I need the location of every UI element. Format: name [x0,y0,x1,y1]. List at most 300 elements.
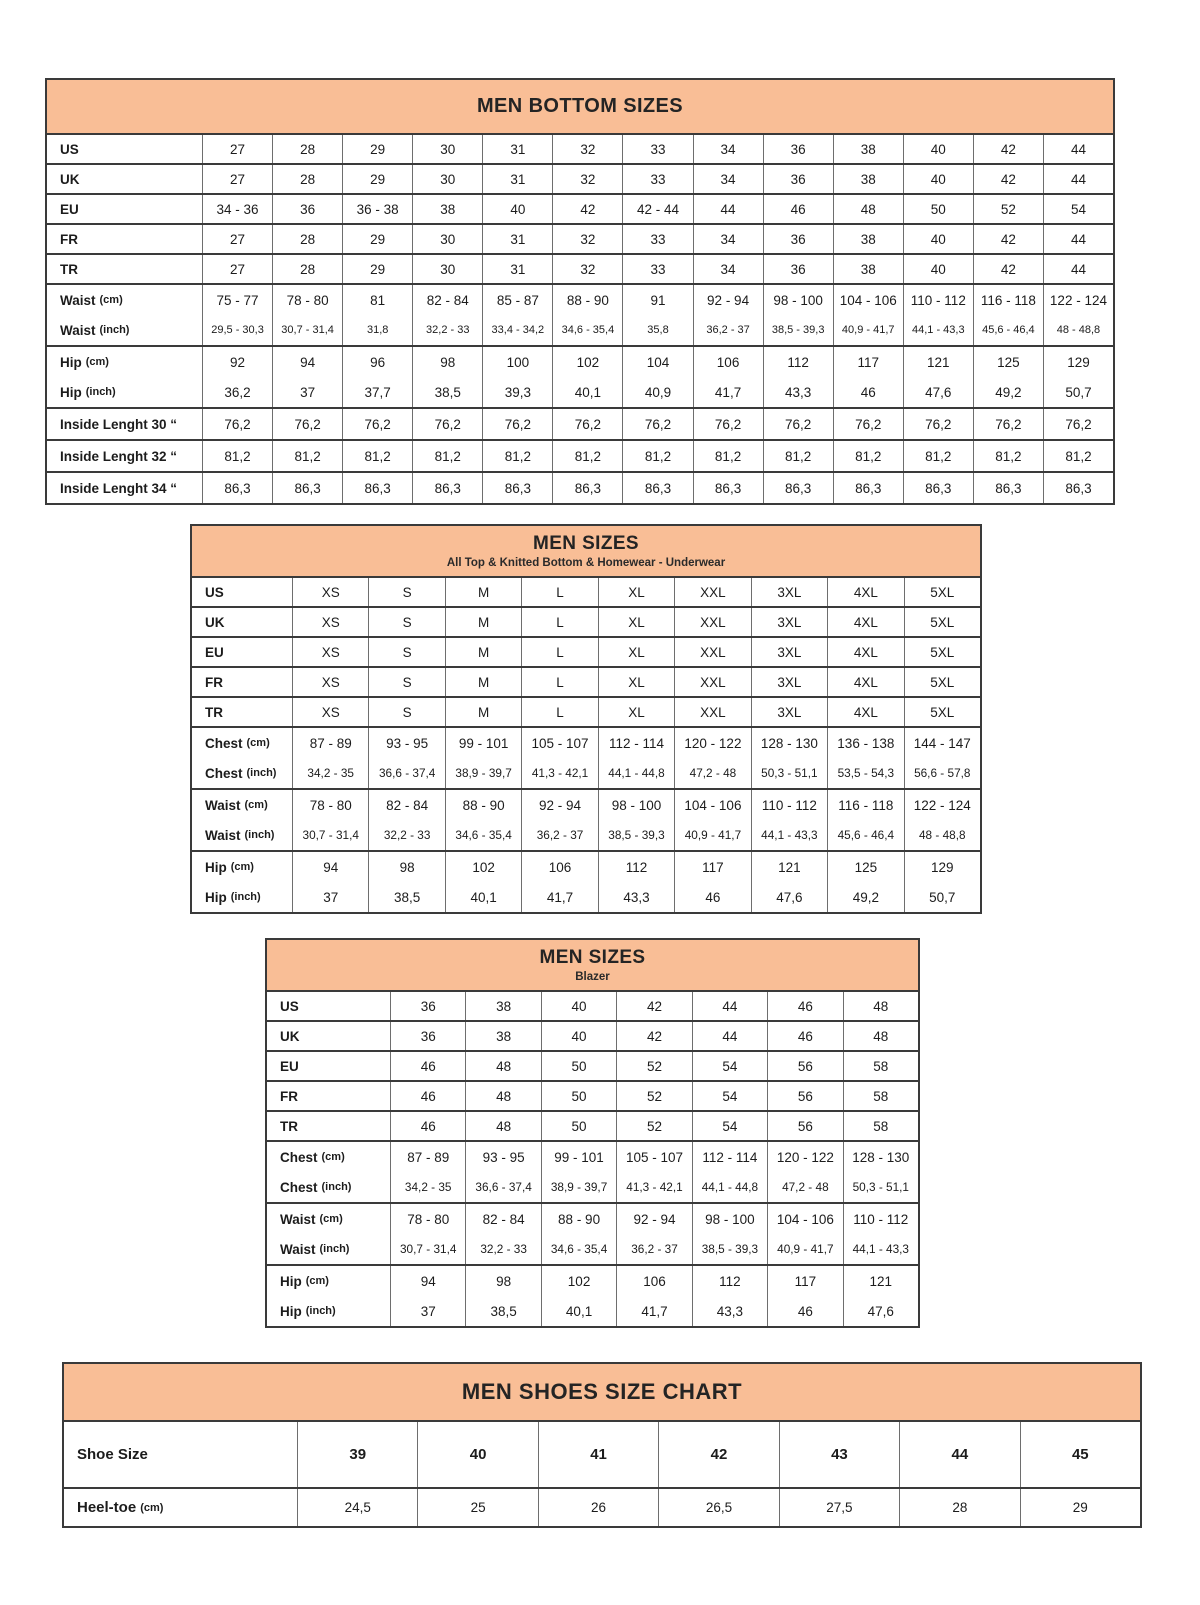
row-label [192,698,292,726]
men-shoes-size-chart-table [62,1362,1142,1528]
row-label [192,638,292,666]
cell: 29 [342,225,412,253]
cell: 58 [843,1052,918,1080]
cell: 37,7 [342,377,412,407]
cell: 36 [763,135,833,163]
cell: 50 [541,1082,616,1110]
cell: 38 [833,165,903,193]
row-label-unit: (cm) [319,1213,343,1225]
cell: 41,7 [693,377,763,407]
cell: 27 [202,165,272,193]
row-label-text: FR [60,231,78,247]
cell: 86,3 [412,473,482,503]
cell: 27 [202,135,272,163]
row-label-text: Heel-toe [77,1499,137,1516]
row-group [47,253,1113,283]
cell: 50,7 [904,882,980,912]
table-subtitle: All Top & Knitted Bottom & Homewear - Underwear [446,557,726,569]
row-label [267,1082,390,1110]
cell: 47,6 [843,1296,918,1326]
cell: 43,3 [763,377,833,407]
row-label-unit: (inch) [319,1243,350,1255]
cell: 40,9 [622,377,692,407]
cell: L [521,698,597,726]
row-label-text: Hip [205,859,227,875]
cell: 40 [482,195,552,223]
cell: 94 [292,852,368,882]
cell: 86,3 [342,473,412,503]
cell: 46 [763,195,833,223]
cell: 82 - 84 [412,285,482,315]
cell: 29 [342,255,412,283]
cell: 52 [616,1082,691,1110]
table-row [192,578,980,606]
cell: 50 [903,195,973,223]
table-header [192,526,980,578]
cell: 44 [1043,225,1113,253]
cell: XL [598,698,674,726]
cell: 34,2 - 35 [390,1172,465,1202]
row-group [192,578,980,606]
table-row [47,377,1113,407]
cell: 122 - 124 [904,790,980,820]
cell: 39 [297,1422,417,1487]
cell: 28 [272,165,342,193]
row-label-text: TR [60,261,78,277]
cell: 38 [833,225,903,253]
cell: 52 [973,195,1043,223]
cell: 92 [202,347,272,377]
row-label [47,441,202,471]
row-label [267,1204,390,1234]
cell: 38 [465,1022,540,1050]
cell: 44 [899,1422,1019,1487]
cell: 36,2 [202,377,272,407]
row-group [192,788,980,850]
table-header [47,80,1113,135]
cell: 76,2 [552,409,622,439]
cell: 32 [552,255,622,283]
cell: 34,6 - 35,4 [552,315,622,345]
row-label-unit: (cm) [246,737,270,749]
cell: 112 [692,1266,767,1296]
cell: 29 [342,165,412,193]
cell: 54 [692,1112,767,1140]
table-row [192,698,980,726]
cell: 44 [1043,165,1113,193]
cell: 3XL [751,668,827,696]
cell: 86,3 [973,473,1043,503]
cell: 48 [843,992,918,1020]
cell: 4XL [827,668,903,696]
cell: 48 [465,1112,540,1140]
row-label-text: Inside Lenght 34 “ [60,480,178,496]
row-label-text: Chest [205,735,243,751]
row-group [192,696,980,726]
cell: 47,2 - 48 [674,758,750,788]
cell: 30,7 - 31,4 [390,1234,465,1264]
cell: 106 [521,852,597,882]
men-bottom-sizes-table [45,78,1115,505]
cell: 81,2 [342,441,412,471]
cell: 93 - 95 [465,1142,540,1172]
cell: 76,2 [833,409,903,439]
table-row [192,638,980,666]
cell: 30,7 - 31,4 [272,315,342,345]
cell: 98 [368,852,444,882]
row-label [192,820,292,850]
cell: 35,8 [622,315,692,345]
cell: 42 [552,195,622,223]
cell: 82 - 84 [368,790,444,820]
table-row [267,1022,918,1050]
table-row [47,165,1113,193]
cell: 48 - 48,8 [904,820,980,850]
cell: 30,7 - 31,4 [292,820,368,850]
cell: 117 [833,347,903,377]
cell: 53,5 - 54,3 [827,758,903,788]
cell: 81 [342,285,412,315]
cell: 38 [412,195,482,223]
cell: 34 [693,165,763,193]
row-group [267,992,918,1020]
table-header [267,940,918,992]
cell: XXL [674,698,750,726]
cell: 33 [622,165,692,193]
row-group [267,1050,918,1080]
cell: 48 - 48,8 [1043,315,1113,345]
cell: 78 - 80 [272,285,342,315]
cell: 27 [202,225,272,253]
cell: XS [292,668,368,696]
row-label [64,1489,297,1526]
men-sizes-tops-table [190,524,982,914]
row-group [47,135,1113,163]
cell: 100 [482,347,552,377]
cell: 50,7 [1043,377,1113,407]
cell: L [521,578,597,606]
row-label [192,790,292,820]
table-row [47,409,1113,439]
cell: 54 [1043,195,1113,223]
cell: 36 [763,225,833,253]
cell: 44 [1043,255,1113,283]
cell: 39,3 [482,377,552,407]
cell: 49,2 [827,882,903,912]
cell: 48 [843,1022,918,1050]
cell: 136 - 138 [827,728,903,758]
row-group [192,636,980,666]
cell: 121 [751,852,827,882]
row-group [267,1140,918,1202]
cell: 81,2 [482,441,552,471]
cell: M [445,638,521,666]
table-row [47,473,1113,503]
cell: 41 [538,1422,658,1487]
row-label-text: TR [280,1118,298,1134]
cell: S [368,578,444,606]
cell: 33 [622,135,692,163]
cell: 78 - 80 [390,1204,465,1234]
row-label [192,608,292,636]
cell: 42 [973,165,1043,193]
cell: 91 [622,285,692,315]
cell: 82 - 84 [465,1204,540,1234]
row-label [64,1422,297,1487]
cell: 46 [390,1112,465,1140]
row-label-text: Waist [60,292,96,308]
cell: 44 [1043,135,1113,163]
cell: 5XL [904,698,980,726]
cell: 76,2 [1043,409,1113,439]
cell: 46 [390,1082,465,1110]
row-label-text: UK [205,614,225,630]
cell: 41,3 - 42,1 [616,1172,691,1202]
cell: 96 [342,347,412,377]
table-row [47,285,1113,315]
table-header [64,1364,1140,1422]
cell: 112 [598,852,674,882]
cell: 76,2 [342,409,412,439]
cell: 88 - 90 [541,1204,616,1234]
cell: 86,3 [482,473,552,503]
cell: XS [292,578,368,606]
cell: 99 - 101 [445,728,521,758]
cell: 47,2 - 48 [767,1172,842,1202]
table-row [267,1296,918,1326]
cell: 104 - 106 [674,790,750,820]
row-label-text: US [205,584,224,600]
cell: 38,5 [412,377,482,407]
cell: 24,5 [297,1489,417,1526]
cell: 44,1 - 44,8 [692,1172,767,1202]
row-group [47,223,1113,253]
cell: 40,1 [445,882,521,912]
row-group [267,1080,918,1110]
cell: 36,6 - 37,4 [465,1172,540,1202]
cell: 32 [552,165,622,193]
table-row [64,1489,1140,1526]
cell: 40 [903,135,973,163]
cell: 104 - 106 [833,285,903,315]
cell: 93 - 95 [368,728,444,758]
row-label-text: EU [60,201,79,217]
row-label-unit: (cm) [321,1151,345,1163]
cell: 40 [903,225,973,253]
cell: 76,2 [482,409,552,439]
cell: 36,2 - 37 [693,315,763,345]
row-group [47,283,1113,345]
cell: 112 [763,347,833,377]
cell: 81,2 [272,441,342,471]
table-row [267,992,918,1020]
cell: 45,6 - 46,4 [827,820,903,850]
row-label-text: FR [205,674,223,690]
cell: 81,2 [622,441,692,471]
cell: 92 - 94 [521,790,597,820]
table-body [192,578,980,912]
cell: 125 [827,852,903,882]
cell: 47,6 [903,377,973,407]
cell: 46 [767,1022,842,1050]
table-row [267,1172,918,1202]
cell: 86,3 [272,473,342,503]
cell: 28 [899,1489,1019,1526]
cell: 144 - 147 [904,728,980,758]
cell: 117 [674,852,750,882]
table-row [64,1422,1140,1487]
cell: 112 - 114 [598,728,674,758]
cell: 31 [482,165,552,193]
cell: 31 [482,225,552,253]
cell: 102 [445,852,521,882]
row-group [192,606,980,636]
row-label [192,852,292,882]
row-label [47,409,202,439]
cell: 42 - 44 [622,195,692,223]
cell: M [445,608,521,636]
row-label-unit: (cm) [305,1275,329,1287]
cell: 34,6 - 35,4 [541,1234,616,1264]
cell: 76,2 [272,409,342,439]
cell: 38,5 - 39,3 [692,1234,767,1264]
cell: 37 [272,377,342,407]
row-label-text: Hip [60,354,82,370]
cell: 36,2 - 37 [521,820,597,850]
table-row [192,608,980,636]
row-label [267,1172,390,1202]
cell: 106 [616,1266,691,1296]
cell: 76,2 [763,409,833,439]
table-row [192,852,980,882]
row-label-text: Hip [60,384,82,400]
cell: 85 - 87 [482,285,552,315]
cell: 116 - 118 [827,790,903,820]
cell: M [445,668,521,696]
cell: 41,7 [616,1296,691,1326]
cell: 44 [692,1022,767,1050]
cell: 121 [903,347,973,377]
row-label-unit: (inch) [230,891,261,903]
cell: 40 [417,1422,537,1487]
cell: 54 [692,1082,767,1110]
table-row [47,135,1113,163]
cell: 117 [767,1266,842,1296]
row-label-text: FR [280,1088,298,1104]
cell: 38,5 [465,1296,540,1326]
cell: S [368,638,444,666]
row-label [267,1234,390,1264]
cell: 81,2 [833,441,903,471]
cell: 76,2 [202,409,272,439]
cell: 44 [692,992,767,1020]
cell: 125 [973,347,1043,377]
cell: 104 - 106 [767,1204,842,1234]
cell: 36 [390,1022,465,1050]
cell: 3XL [751,638,827,666]
cell: 38 [833,135,903,163]
cell: 40 [541,1022,616,1050]
cell: 104 [622,347,692,377]
cell: 94 [272,347,342,377]
cell: 29 [1020,1489,1140,1526]
table-row [267,1112,918,1140]
cell: 121 [843,1266,918,1296]
cell: 27 [202,255,272,283]
cell: 34,6 - 35,4 [445,820,521,850]
row-label-text: Waist [205,797,241,813]
cell: XXL [674,638,750,666]
row-label-text: UK [280,1028,300,1044]
table-row [47,347,1113,377]
men-sizes-blazer-table [265,938,920,1328]
row-label-text: Hip [205,889,227,905]
cell: 33 [622,225,692,253]
row-group [47,163,1113,193]
cell: S [368,698,444,726]
cell: L [521,668,597,696]
table-row [192,790,980,820]
row-label-text: Hip [280,1273,302,1289]
row-label [47,315,202,345]
cell: 76,2 [693,409,763,439]
cell: 4XL [827,608,903,636]
row-label [192,728,292,758]
row-label-text: US [280,998,299,1014]
cell: 92 - 94 [616,1204,691,1234]
row-group [267,1202,918,1264]
cell: L [521,638,597,666]
row-label-unit: (cm) [140,1501,164,1514]
cell: 86,3 [552,473,622,503]
row-label-text: Hip [280,1303,302,1319]
cell: 56 [767,1052,842,1080]
table-row [267,1082,918,1110]
row-label-text: EU [280,1058,299,1074]
cell: 110 - 112 [903,285,973,315]
cell: 106 [693,347,763,377]
table-row [267,1266,918,1296]
row-group [47,439,1113,471]
cell: 42 [973,255,1043,283]
cell: 92 - 94 [693,285,763,315]
row-label-unit: (inch) [321,1181,352,1193]
cell: XL [598,638,674,666]
cell: 31 [482,255,552,283]
row-label [47,225,202,253]
cell: 36 [763,165,833,193]
cell: L [521,608,597,636]
cell: 32,2 - 33 [465,1234,540,1264]
table-row [192,882,980,912]
cell: 116 - 118 [973,285,1043,315]
row-group [192,726,980,788]
cell: 40,1 [541,1296,616,1326]
row-group [267,1110,918,1140]
table-row [192,820,980,850]
cell: 38,5 [368,882,444,912]
cell: 52 [616,1052,691,1080]
row-label [267,992,390,1020]
cell: 32 [552,225,622,253]
cell: 29 [342,135,412,163]
cell: 50 [541,1052,616,1080]
row-label-unit: (inch) [99,324,130,336]
row-label [47,165,202,193]
cell: 48 [465,1052,540,1080]
cell: 52 [616,1112,691,1140]
row-label-text: Shoe Size [77,1446,148,1463]
